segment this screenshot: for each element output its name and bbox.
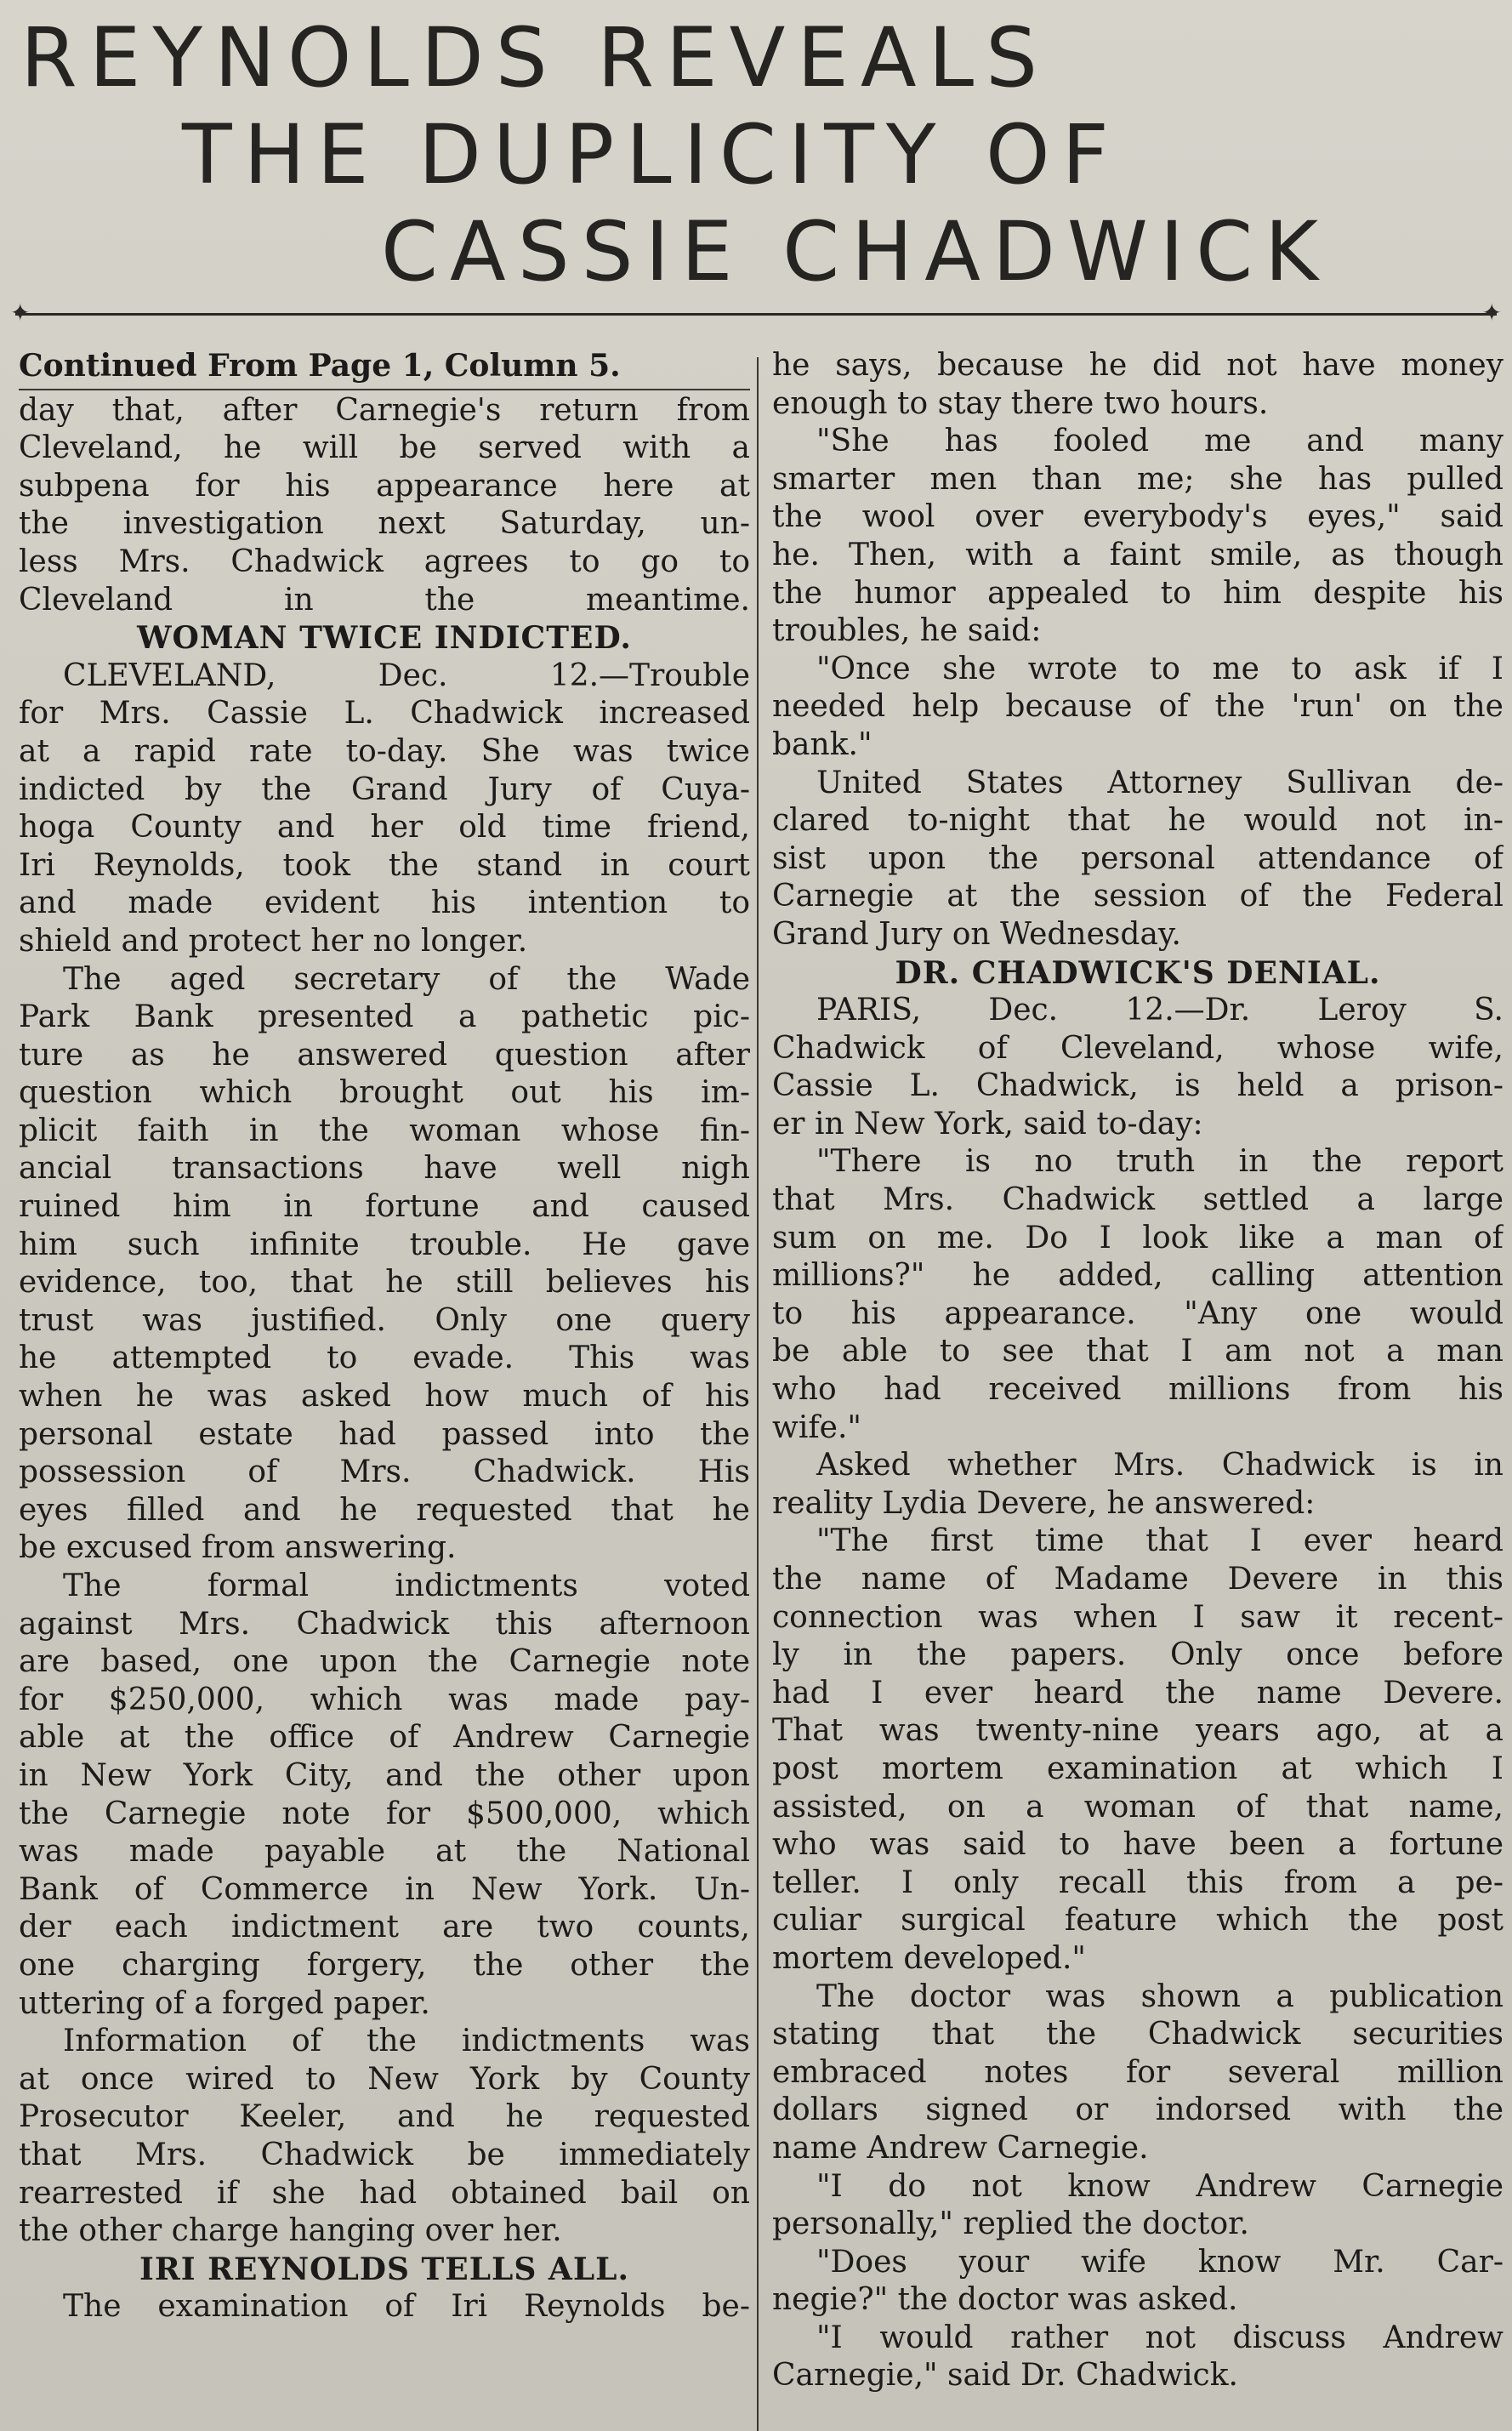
text-line: reality Lydia Devere, he answered:	[772, 1485, 1316, 1521]
text-line: ruined him in fortune and caused	[19, 1189, 750, 1225]
continuation-rule	[19, 389, 750, 390]
text-line: the investigation next Saturday, un-	[19, 506, 750, 542]
text-line: he attempted to evade. This was	[19, 1341, 750, 1376]
text-line: The aged secretary of the Wade	[63, 961, 750, 997]
text-line: mortem developed."	[772, 1940, 1086, 1976]
text-line: enough to stay there two hours.	[772, 385, 1269, 421]
text-line: Information of the indictments was	[63, 2024, 750, 2059]
text-line: personal estate had passed into the	[19, 1416, 750, 1452]
text-line: dollars signed or indorsed with the	[772, 2092, 1503, 2128]
text-line: post mortem examination at which I	[772, 1751, 1503, 1786]
text-line: evidence, too, that he still believes his	[19, 1265, 750, 1301]
subheading: DR. CHADWICK'S DENIAL.	[895, 954, 1381, 991]
text-line: That was twenty-nine years ago, at a	[772, 1713, 1503, 1749]
text-line: at once wired to New York by County	[19, 2061, 750, 2097]
text-line: rearrested if she had obtained bail on	[19, 2175, 750, 2211]
text-line: stating that the Chadwick securities	[772, 2017, 1503, 2052]
text-line: clared to-night that he would not in-	[772, 803, 1503, 839]
text-line: ancial transactions have well nigh	[19, 1151, 750, 1187]
text-line: less Mrs. Chadwick agrees to go to	[19, 544, 750, 579]
text-line: ture as he answered question after	[19, 1037, 750, 1073]
text-line: "The first time that I ever heard	[816, 1523, 1503, 1559]
headline-line-1: REYNOLDS REVEALS	[20, 10, 1050, 105]
text-line: hoga County and her old time friend,	[19, 810, 750, 845]
text-line: The examination of Iri Reynolds be-	[63, 2289, 750, 2325]
text-line: indicted by the Grand Jury of Cuya-	[19, 771, 750, 807]
text-line: assisted, on a woman of that name,	[772, 1789, 1503, 1825]
text-line: when he was asked how much of his	[19, 1379, 750, 1415]
text-line: Park Bank presented a pathetic pic-	[19, 999, 750, 1035]
text-line: "Once she wrote to me to ask if I	[816, 651, 1503, 686]
text-line: the wool over everybody's eyes," said	[772, 499, 1503, 535]
text-line: United States Attorney Sullivan de-	[816, 765, 1503, 800]
text-line: name Andrew Carnegie.	[772, 2130, 1149, 2166]
text-line: in New York City, and the other upon	[19, 1757, 750, 1793]
text-line: CLEVELAND, Dec. 12.—Trouble	[63, 658, 750, 693]
text-line: subpena for his appearance here at	[19, 468, 750, 504]
text-line: Chadwick of Cleveland, whose wife,	[772, 1030, 1503, 1066]
text-line: had I ever heard the name Devere.	[772, 1675, 1503, 1711]
text-line: trust was justified. Only one query	[19, 1302, 750, 1338]
text-line: The formal indictments voted	[63, 1568, 750, 1603]
text-line: PARIS, Dec. 12.—Dr. Leroy S.	[816, 993, 1503, 1028]
text-line: able at the office of Andrew Carnegie	[19, 1720, 750, 1756]
text-line: for $250,000, which was made pay-	[19, 1682, 750, 1717]
subheading: IRI REYNOLDS TELLS ALL.	[139, 2251, 629, 2287]
text-line: Iri Reynolds, took the stand in court	[19, 847, 750, 883]
text-line: millions?" he added, calling attention	[772, 1258, 1503, 1294]
text-line: embraced notes for several million	[772, 2054, 1503, 2090]
text-line: smarter men than me; she has pulled	[772, 461, 1503, 497]
text-line: possession of Mrs. Chadwick. His	[19, 1455, 750, 1490]
text-line: Cleveland, he will be served with a	[19, 430, 750, 466]
text-line: teller. I only recall this from a pe-	[772, 1865, 1503, 1900]
text-line: ly in the papers. Only once before	[772, 1637, 1503, 1673]
text-line: the humor appealed to him despite his	[772, 575, 1503, 611]
text-line: who had received millions from his	[772, 1372, 1503, 1408]
text-line: der each indictment are two counts,	[19, 1910, 750, 1945]
text-line: "Does your wife know Mr. Car-	[816, 2244, 1503, 2280]
text-line: that Mrs. Chadwick settled a large	[772, 1182, 1503, 1218]
text-line: Prosecutor Keeler, and he requested	[19, 2099, 750, 2135]
text-line: "She has fooled me and many	[816, 424, 1503, 459]
headline-line-3: CASSIE CHADWICK	[381, 204, 1331, 299]
headline-line-2: THE DUPLICITY OF	[182, 107, 1121, 202]
text-line: that Mrs. Chadwick be immediately	[19, 2137, 750, 2172]
text-line: culiar surgical feature which the post	[772, 1903, 1503, 1939]
article-column-1	[19, 347, 750, 2326]
text-line: and made evident his intention to	[19, 885, 750, 921]
text-line: wife."	[772, 1409, 861, 1445]
text-line: the other charge hanging over her.	[19, 2213, 562, 2249]
text-line: "I do not know Andrew Carnegie	[816, 2168, 1503, 2204]
text-line: plicit faith in the woman whose fin-	[19, 1113, 750, 1148]
text-line: Bank of Commerce in New York. Un-	[19, 1871, 750, 1907]
text-line: troubles, he said:	[772, 613, 1042, 649]
text-line: personally," replied the doctor.	[772, 2206, 1249, 2242]
continuation-note: Continued From Page 1, Column 5.	[19, 348, 621, 384]
text-line: connection was when I saw it recent-	[772, 1599, 1503, 1635]
headline	[0, 0, 1512, 306]
text-line: one charging forgery, the other the	[19, 1947, 750, 1983]
text-line: for Mrs. Cassie L. Chadwick increased	[19, 696, 750, 732]
text-line: uttering of a forged paper.	[19, 1985, 430, 2021]
text-line: er in New York, said to-day:	[772, 1106, 1203, 1141]
article-column-2	[772, 347, 1503, 2395]
text-line: who was said to have been a fortune	[772, 1827, 1503, 1863]
text-line: Grand Jury on Wednesday.	[772, 916, 1181, 952]
text-line: needed help because of the 'run' on the	[772, 689, 1503, 725]
text-line: eyes filled and he requested that he	[19, 1492, 750, 1528]
text-line: Asked whether Mrs. Chadwick is in	[816, 1448, 1503, 1483]
text-line: to his appearance. "Any one would	[772, 1295, 1503, 1331]
text-line: Cleveland in the meantime.	[19, 582, 750, 618]
text-line: him such infinite trouble. He gave	[19, 1227, 750, 1262]
headline-divider	[15, 313, 1497, 316]
text-line: negie?" the doctor was asked.	[772, 2282, 1238, 2318]
text-line: the Carnegie note for $500,000, which	[19, 1796, 750, 1831]
text-line: The doctor was shown a publication	[816, 1978, 1503, 2014]
text-line: are based, one upon the Carnegie note	[19, 1644, 750, 1680]
text-line: he says, because he did not have money	[772, 348, 1503, 383]
text-line: shield and protect her no longer.	[19, 923, 528, 959]
text-line: question which brought out his im-	[19, 1075, 750, 1111]
text-line: "I would rather not discuss Andrew	[816, 2320, 1503, 2355]
text-line: was made payable at the National	[19, 1834, 750, 1870]
text-line: the name of Madame Devere in this	[772, 1562, 1503, 1597]
text-line: Carnegie at the session of the Federal	[772, 879, 1503, 914]
text-line: be excused from answering.	[19, 1530, 457, 1566]
text-line: at a rapid rate to-day. She was twice	[19, 733, 750, 769]
text-line: sum on me. Do I look like a man of	[772, 1220, 1503, 1255]
text-line: against Mrs. Chadwick this afternoon	[19, 1606, 750, 1642]
text-line: be able to see that I am not a man	[772, 1334, 1503, 1369]
text-line: bank."	[772, 726, 873, 762]
text-line: he. Then, with a faint smile, as though	[772, 537, 1503, 572]
text-line: day that, after Carnegie's return from	[19, 392, 750, 428]
text-line: sist upon the personal attendance of	[772, 840, 1503, 876]
text-line: Cassie L. Chadwick, is held a prison-	[772, 1068, 1503, 1104]
subheading: WOMAN TWICE INDICTED.	[137, 620, 632, 657]
text-line: "There is no truth in the report	[816, 1144, 1503, 1180]
column-divider	[757, 357, 759, 2431]
text-line: Carnegie," said Dr. Chadwick.	[772, 2358, 1238, 2394]
